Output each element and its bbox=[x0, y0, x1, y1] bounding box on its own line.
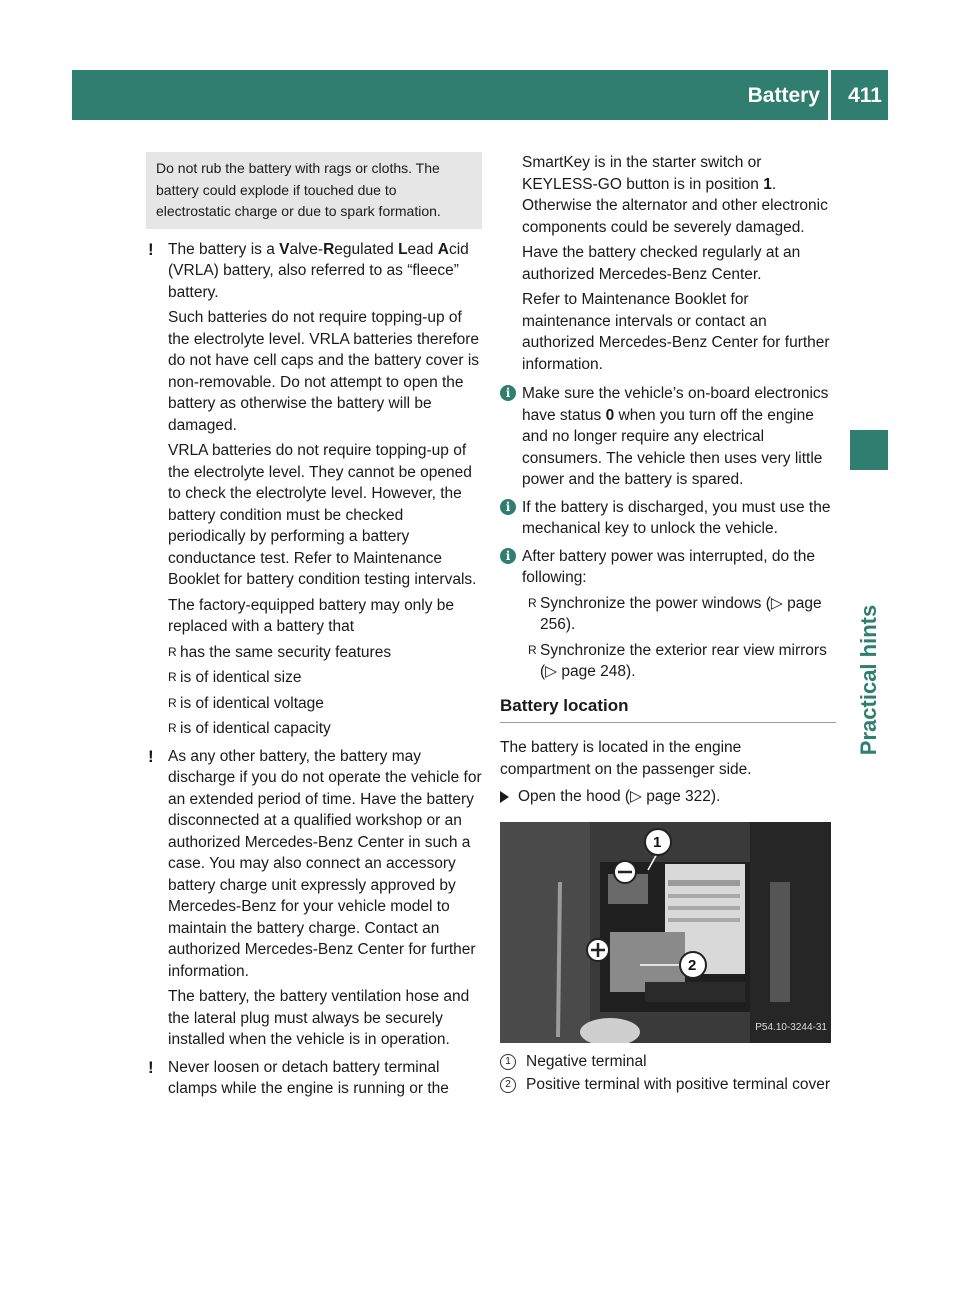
negative-symbol bbox=[619, 860, 630, 882]
header-bar bbox=[72, 70, 888, 120]
info-icon: i bbox=[500, 385, 516, 401]
list-item: R has the same security features bbox=[168, 642, 482, 664]
legend-number: 1 bbox=[500, 1054, 516, 1070]
check-paragraph: Have the battery checked regularly at an authorized Mercedes-Benz Center. bbox=[522, 244, 801, 283]
step-arrow-icon bbox=[500, 791, 509, 803]
step-open-hood: Open the hood (▷ page 322). bbox=[500, 786, 836, 808]
warning-box: Do not rub the battery with rags or cloths. The battery could explode if touched due to electrostatic charge or due to spark formation. bbox=[146, 152, 482, 229]
list-item: R is of identical capacity bbox=[168, 718, 482, 740]
section-heading: Battery location bbox=[500, 695, 836, 724]
replacement-criteria-list bbox=[168, 642, 482, 740]
info-icon: i bbox=[500, 548, 516, 564]
legend-item: 1 Negative terminal bbox=[500, 1051, 836, 1073]
photo-code: P54.10-3244-31 bbox=[755, 1022, 827, 1033]
synchronize-list bbox=[528, 593, 836, 683]
note-terminal-clamps-p1: Never loosen or detach battery terminal clamps while the engine is running or the bbox=[168, 1058, 449, 1097]
callout-1: 1 bbox=[653, 833, 662, 851]
note-discharge-p2: The battery, the battery ventilation hose and the lateral plug must always be securely installed when the vehicle is in operation. bbox=[168, 988, 470, 1048]
note-discharge bbox=[146, 746, 482, 1051]
info-power-interrupted: i After battery power was interrupted, do the following: R Synchronize the power windows (▷ page 256). R Synchronize the exterior rear view mirrors (▷ page 248). bbox=[500, 546, 836, 683]
chapter-tab bbox=[850, 430, 888, 470]
chapter-label: Practical hints bbox=[856, 604, 881, 756]
note-vrla-p3: The factory-equipped battery may only be replaced with a battery that bbox=[168, 596, 455, 635]
exclamation-icon: ! bbox=[148, 1057, 154, 1077]
note-continuation: SmartKey is in the starter switch or KEYLESS-GO button is in position 1. Otherwise the alternator and other electronic components could be severely damaged. bbox=[522, 154, 828, 236]
refer-paragraph: Refer to Maintenance Booklet for maintenance intervals or contact an authorized Mercedes-Benz Center for further information. bbox=[522, 291, 830, 373]
note-discharge-p1: As any other battery, the battery may discharge if you do not operate the vehicle for an extended period of time. Have the battery disconnected at a qualified workshop or an authorized Mercedes-Benz Center in such a case. You may also connect an accessory battery charge unit expressly approved by Mercedes-Benz for your vehicle model to maintain the battery charge. Contact an authorized Mercedes-Benz Center for further information. bbox=[168, 747, 482, 980]
exclamation-icon: ! bbox=[148, 239, 154, 259]
list-item: R is of identical voltage bbox=[168, 693, 482, 715]
battery-photo bbox=[500, 822, 831, 1043]
list-item: R Synchronize the power windows (▷ page 256). bbox=[528, 593, 836, 636]
location-paragraph: The battery is located in the engine compartment on the passenger side. bbox=[500, 739, 752, 778]
note-terminal-clamps bbox=[146, 1057, 482, 1100]
photo-legend bbox=[500, 1051, 836, 1096]
left-column bbox=[146, 152, 482, 1106]
note-vrla-intro: The battery is a Valve-Regulated Lead Acid (VRLA) battery, also referred to as “fleece” battery. bbox=[168, 240, 469, 301]
header-divider bbox=[828, 70, 831, 120]
battery-photo-illustration bbox=[500, 822, 831, 1043]
exclamation-icon: ! bbox=[148, 746, 154, 766]
note-vrla-p1: Such batteries do not require topping-up of the electrolyte level. VRLA batteries therefore do not have cell caps and the battery cover is non-removable. Do not attempt to open the battery as otherwise the battery will be damaged. bbox=[168, 309, 480, 434]
positive-symbol bbox=[593, 938, 604, 960]
callout-2: 2 bbox=[688, 956, 697, 974]
note-vrla bbox=[146, 239, 482, 740]
legend-item: 2 Positive terminal with positive terminal cover bbox=[500, 1074, 836, 1096]
right-column bbox=[500, 152, 836, 1098]
page-number: 411 bbox=[848, 84, 882, 107]
info-onboard-electronics: i Make sure the vehicle’s on-board electronics have status 0 when you turn off the engine and no longer require any electrical consumers. The vehicle then uses very little power and the battery is spared. bbox=[500, 383, 836, 491]
info-icon: i bbox=[500, 499, 516, 515]
info-mechanical-key: i If the battery is discharged, you must use the mechanical key to unlock the vehicle. bbox=[500, 497, 836, 540]
list-item: R is of identical size bbox=[168, 667, 482, 689]
section-title: Battery bbox=[747, 84, 820, 107]
legend-number: 2 bbox=[500, 1077, 516, 1093]
note-vrla-p2: VRLA batteries do not require topping-up of the electrolyte level. They cannot be opened to check the electrolyte level. However, the battery condition must be checked periodically by performing a battery conductance test. Refer to Maintenance Booklet for battery condition testing intervals. bbox=[168, 442, 477, 588]
list-item: R Synchronize the exterior rear view mirrors (▷ page 248). bbox=[528, 640, 836, 683]
